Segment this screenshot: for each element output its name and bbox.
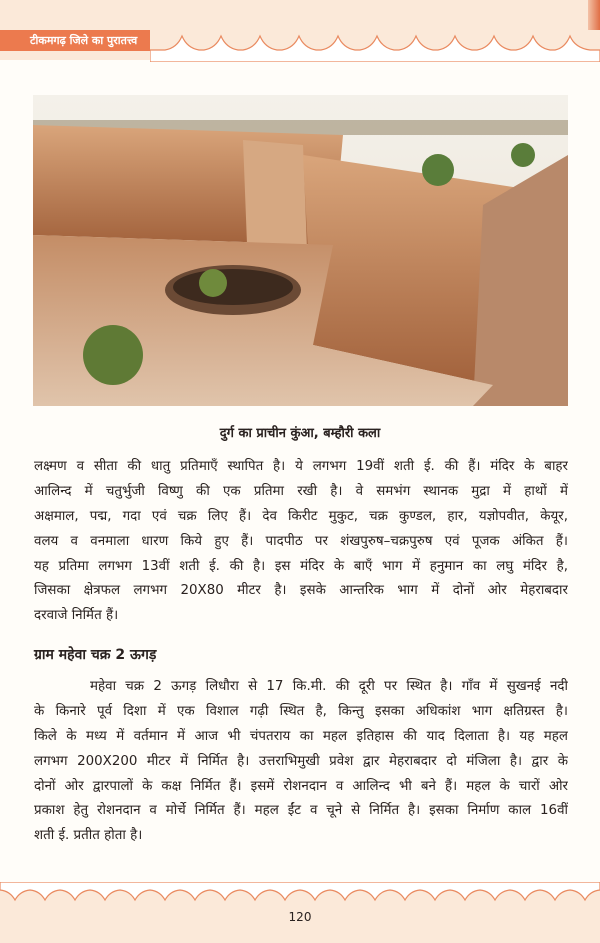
footer-scalloped-border [0, 882, 600, 902]
text-line: अक्षमाल, पद्म, गदा एवं चक्र लिए हैं। देव किरीट मुकुट, चक्र कुण्डल, हार, यज्ञोपवीत, केयूर, [34, 508, 568, 524]
text-line: दोनों ओर द्वारपालों के कक्ष निर्मित हैं। इसमें रोशनदान व आलिन्द भी बने हैं। महल के चारों ओर [34, 778, 568, 794]
text-line: प्रकाश हेतु रोशनदान व मोर्चे निर्मित हैं। महल ईंट व चूने से निर्मित है। इसका निर्माण काल 16वीं [34, 803, 568, 819]
text-line: लगभग 200X200 मीटर में निर्मित है। उत्तराभिमुखी प्रवेश द्वार मेहराबदार दो मंजिला है। द्वार के [34, 753, 568, 769]
paragraph-1 [34, 455, 568, 629]
text-line: शती ई. प्रतीत होता है। [34, 828, 143, 844]
text-line: आलिन्द में चतुर्भुजी विष्णु की एक प्रतिमा रखी है। वे समभंग स्थानक मुद्रा में हाथों में [34, 483, 568, 499]
text-line: यह प्रतिमा लगभग 13वीं शती ई. की है। इस मंदिर के बाएँ भाग में हनुमान का लघु मंदिर है, [34, 558, 568, 574]
text-line: लक्ष्मण व सीता की धातु प्रतिमाएँ स्थापित है। ये लगभग 19वीं शती ई. की हैं। मंदिर के बाहर [34, 459, 568, 474]
paragraph-2 [34, 675, 568, 849]
fort-well-photo [33, 95, 568, 406]
text-line: जिसका क्षेत्रफल लगभग 20X80 मीटर है। इसके आन्तरिक भाग में दोनों ओर मेहराबदार [34, 583, 568, 599]
running-title: टीकमगढ़ जिले का पुरातत्त्व [0, 30, 150, 51]
text-line: दरवाजे निर्मित हैं। [34, 608, 119, 624]
text-line: के किनारे पूर्व दिशा में एक विशाल गढ़ी स्थित है, किन्तु इसका अधिकांश भाग क्षतिग्रस्त है। [34, 703, 568, 719]
scalloped-border [150, 28, 600, 62]
page-number: 120 [288, 910, 312, 924]
text-line: किले के मध्य में वर्तमान में आज भी चंपतराय का महल इतिहास की याद दिलाता है। यह महल [34, 728, 568, 744]
section-heading: ग्राम महेवा चक्र 2 ऊगड़ [34, 647, 157, 663]
text-line: महेवा चक्र 2 ऊगड़ लिधौरा से 17 कि.मी. की दूरी पर स्थित है। गाँव में सुखनई नदी [90, 679, 568, 694]
text-line: वलय व वनमाला धारण किये हुए हैं। पादपीठ पर शंखपुरुष–चक्रपुरुष एवं पूजक अंकित हैं। [34, 533, 568, 549]
figure-caption: दुर्ग का प्राचीन कुंआ, बम्हौरी कला [219, 426, 381, 441]
